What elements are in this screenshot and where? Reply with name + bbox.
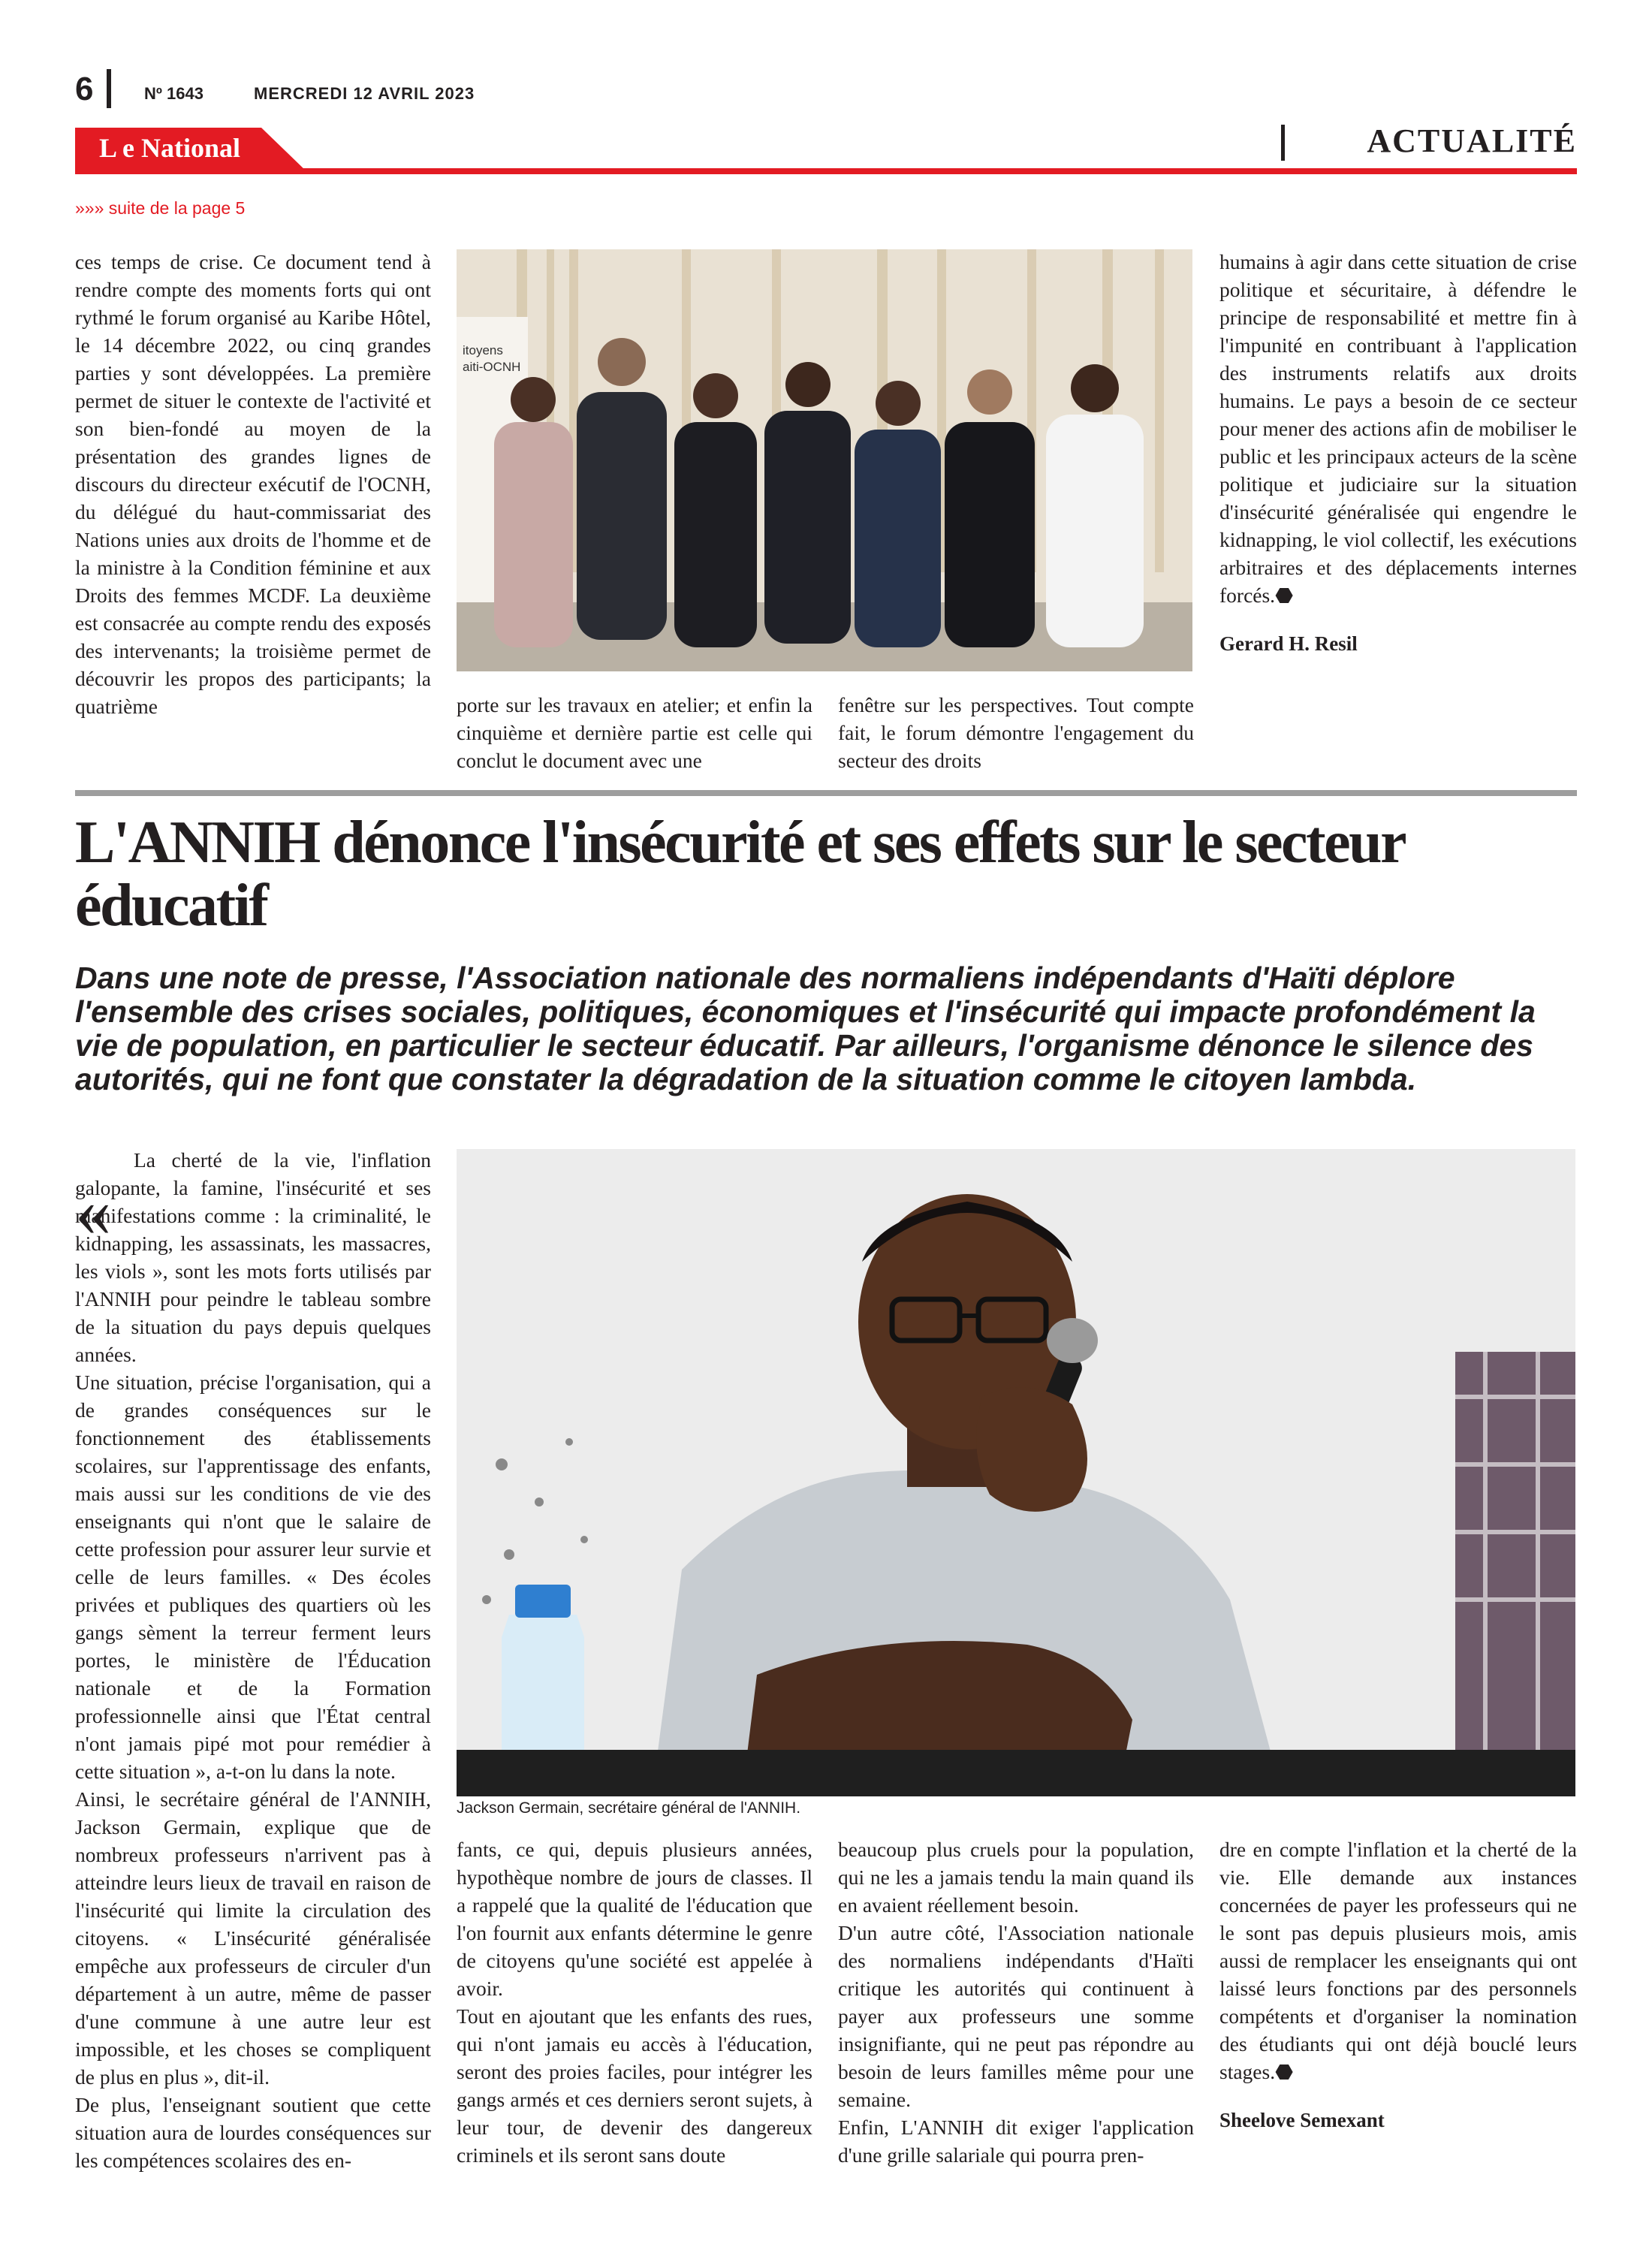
svg-text:aiti-OCNH: aiti-OCNH <box>463 360 521 374</box>
top-article-author: Gerard H. Resil <box>1219 632 1358 655</box>
opening-quote-mark: « <box>75 1171 111 1251</box>
main-col1-p3: Ainsi, le secrétaire général de l'ANNIH, Jackson Germain, explique que de nombreux professeurs n'arrivent pas à atteindre leurs lieux de travail en raison de l'insécurité qui limite la circulation des citoyens. « L'insécurité généralisée empêche aux professeurs de circuler d'un département à un autre, même de passer d'une commune à une autre leur est impossible, et les choses se compliquent de plus en plus », dit-il. <box>75 1787 431 2089</box>
main-col3-p2: D'un autre côté, l'Association nationale des normaliens indépendants d'Haïti critique les autorités qui continuent à payer aux professeurs une somme insignifiante, qui ne peut pas répondre au besoin de leurs familles même pour une semaine. <box>838 1921 1194 2111</box>
top-article-column-2 <box>457 691 812 774</box>
main-col1-p4: De plus, l'enseignant soutient que cette situation aura de lourdes conséquences sur les compétences scolaires des en- <box>75 2093 431 2172</box>
issue-date: MERCREDI 12 AVRIL 2023 <box>254 84 475 103</box>
main-col3-p1: beaucoup plus cruels pour la population, qui ne les a jamais tendu la main quand ils en avaient réellement besoin. <box>838 1838 1194 1917</box>
newspaper-brand: L e National <box>99 133 241 163</box>
main-headline: L'ANNIH dénonce l'insécurité et ses effets sur le secteur éducatif <box>75 810 1404 939</box>
issue-number: Nº 1643 <box>144 84 203 103</box>
forum-group-photo-art <box>457 249 1192 671</box>
main-deck: Dans une note de presse, l'Association nationale des normaliens indépendants d'Haïti déplore l'ensemble des crises sociales, politiques, économiques et l'insécurité qui impacte profondément la vie de population, en particulier le secteur éducatif. Par ailleurs, l'organisme dénonce le silence des autorités, qui ne font que constater la dégradation de la situation comme le citoyen lambda. <box>75 961 1536 1096</box>
top-article-col1-text: ces temps de crise. Ce document tend à rendre compte des moments forts qui ont rythmé le forum organisé au Karibe Hôtel, le 14 décembre 2022, ou cinq grandes parties y sont développées. La première permet de situer le contexte de l'activité et son bien-fondé au moyen de la présentation des grandes lignes de discours du directeur exécutif de l'OCNH, du délégué du haut-commissariat des Nations unies aux droits de l'homme et de la ministre à la Condition féminine et aux Droits des femmes MCDF. La deuxième est consacrée au compte rendu des exposés des intervenants; la troisième permet de découvrir les propos des participants; la quatrième <box>75 250 431 718</box>
main-article-column-2 <box>457 1835 812 2169</box>
main-col2-p2: Tout en ajoutant que les enfants des rues, qui n'ont jamais eu accès à l'éducation, seront des proies faciles, pour intégrer les gangs armés et ces derniers seront sujets, à leur tour, de devenir des dangereux criminels et ils seront sans doute <box>457 2004 812 2167</box>
main-col3-p3: Enfin, L'ANNIH dit exiger l'application d'une grille salariale qui pourra pren- <box>838 2116 1194 2167</box>
photo-caption: Jackson Germain, secrétaire général de l'ANNIH. <box>457 1799 801 1817</box>
header-red-rule <box>75 168 1577 174</box>
continued-from-label: »»» suite de la page 5 <box>75 198 246 218</box>
end-mark-icon: ⬣ <box>1275 2060 1294 2083</box>
section-divider <box>1281 125 1285 161</box>
top-article-col4-text: humains à agir dans cette situation de crise politique et sécuritaire, à défendre le principe de responsabilité et mettre fin à l'impunité en contribuant à l'application des instruments relatifs aux droits humains. Le pays a besoin de ce secteur pour mener des actions afin de mobiliser le public et les principaux acteurs de la scène politique et judiciaire sur la situation d'insécurité généralisée qui engendre le kidnapping, le viol collectif, les exécutions arbitraires et des déplacements internes forcés. <box>1219 250 1577 607</box>
speaker-photo-art <box>457 1149 1575 1796</box>
top-article-col3-text: fenêtre sur les perspectives. Tout compte fait, le forum démontre l'engagement du secteur des droits <box>838 693 1194 772</box>
page-number: 6 <box>75 71 94 107</box>
main-col1-p2: Une situation, précise l'organisation, qui a de grandes conséquences sur le fonctionnement des établissements scolaires, sur l'apprentissage des enfants, mais aussi sur les conditions de vie des enseignants qui n'ont que le salaire de cette profession pour assurer leur survie et celle de leurs familles. « Des écoles privées et publiques des quartiers où les gangs sèment la terreur ferment leurs portes, le ministère de l'Éducation nationale et de la Formation professionnelle ainsi que l'État central n'ont jamais pipé mot pour remédier à cette situation », a-t-on lu dans la note. <box>75 1371 431 1783</box>
section-name: ACTUALITÉ <box>1367 122 1577 159</box>
main-col4-p1: dre en compte l'inflation et la cherté de la vie. Elle demande aux instances concernées de payer les professeurs qui ne le sont pas depuis plusieurs mois, amis aussi de remplacer les enseignants qui ont laissé leurs fonctions par des personnels compétents et d'organiser la nomination des étudiants qui ont déjà bouclé leurs stages. <box>1219 1838 1577 2083</box>
speaker-photo <box>457 1149 1575 1796</box>
main-article-author: Sheelove Semexant <box>1219 2109 1385 2131</box>
top-article-column-4 <box>1219 248 1577 658</box>
main-col1-lead: La cherté de la vie, l'inflation galopante, la famine, l'insécurité et ses manifestations comme : la criminalité, le kidnapping, les assassinats, les massacres, les viols », sont les mots forts utilisés par l'ANNIH pour peindre le tableau sombre de la situation du pays depuis quelques années. <box>75 1148 431 1366</box>
main-col2-p1: fants, ce qui, depuis plusieurs années, hypothèque nombre de jours de classes. Il a rappelé que la qualité de l'éducation que l'on fournit aux enfants détermine le genre de citoyens qu'une société est appelée à avoir. <box>457 1838 812 2000</box>
forum-group-photo <box>457 249 1192 671</box>
main-article-column-3 <box>838 1835 1194 2169</box>
article-separator <box>75 790 1577 796</box>
top-article-col2-text: porte sur les travaux en atelier; et enfin la cinquième et dernière partie est celle qui conclut le document avec une <box>457 693 812 772</box>
page-number-divider <box>107 69 111 108</box>
main-article-column-4 <box>1219 1835 1577 2134</box>
top-article-column-3 <box>838 691 1194 774</box>
main-article-column-1 <box>75 1146 431 2174</box>
end-mark-icon: ⬣ <box>1275 584 1294 607</box>
svg-text:itoyens: itoyens <box>463 343 503 357</box>
top-article-column-1 <box>75 248 431 720</box>
